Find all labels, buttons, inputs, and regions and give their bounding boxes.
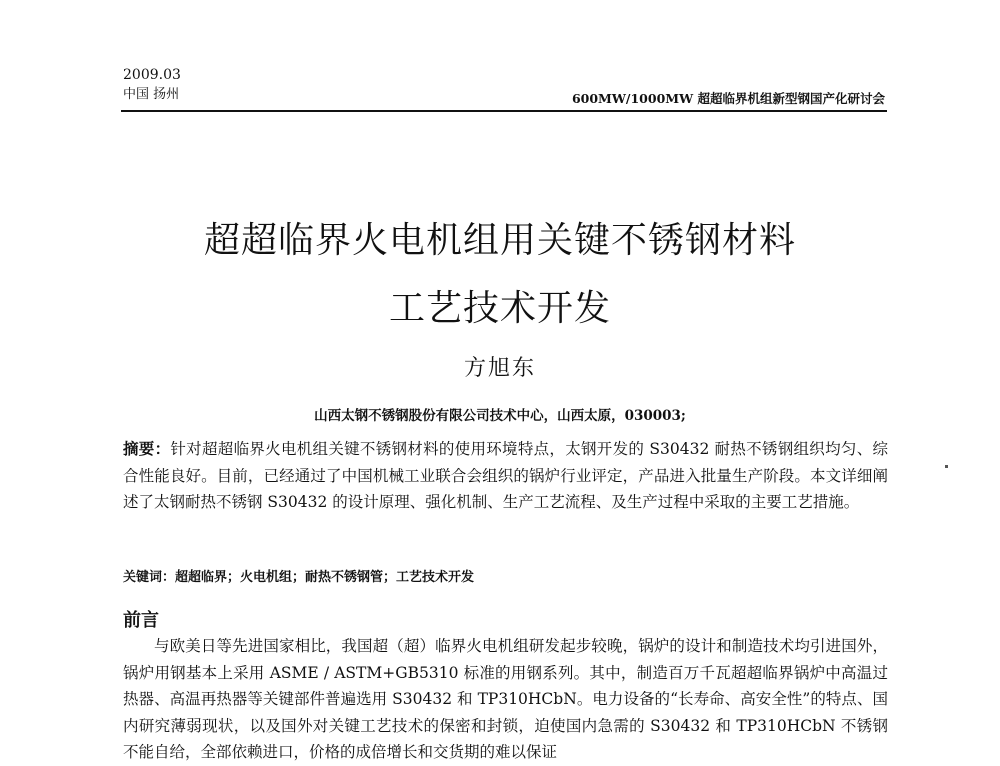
abstract-text: 针对超超临界火电机组关键不锈钢材料的使用环境特点，太钢开发的 S30432 耐热不锈钢组织均匀、综合性能良好。目前，已经通过了中国机械工业联合会组织的锅炉行业评定，产品进入批量生产阶段。本文详细阐述了太钢耐热不锈钢 S30432 的设计原理、强化机制、生产工艺流程、及生产过程中采取的主要工艺措施。	[123, 440, 888, 511]
header-conference: 600MW/1000MW 超超临界机组新型钢国产化研讨会	[571, 91, 885, 106]
title-line-1: 超超临界火电机组用关键不锈钢材料	[203, 220, 796, 261]
keywords-text: 超超临界；火电机组；耐热不锈钢管；工艺技术开发	[175, 570, 475, 585]
header-date: 2009.03	[123, 67, 181, 83]
header-location: 中国 扬州	[123, 87, 180, 102]
abstract-label: 摘要：	[123, 439, 171, 458]
title-line-2: 工艺技术开发	[388, 288, 611, 329]
scan-speck	[945, 465, 948, 468]
keywords-label: 关键词：	[123, 570, 176, 585]
abstract	[123, 436, 888, 516]
section-heading: 前言	[123, 610, 159, 631]
intro-paragraph: 与欧美日等先进国家相比，我国超（超）临界火电机组研发起步较晚，锅炉的设计和制造技术均引进国外，锅炉用钢基本上采用 ASME / ASTM+GB5310 标准的用钢系列。其中，制造百万千瓦超超临界锅炉中高温过热器、高温再热器等关键部件普遍选用 S30432 和 TP310HCbN。电力设备的“长寿命、高安全性”的特点、国内研究薄弱现状，以及国外对关键工艺技术的保密和封锁，迫使国内急需的 S30432 和 TP310HCbN 不锈钢不能自给，全部依赖进口，价格的成倍增长和交货期的难以保证	[123, 637, 888, 761]
header-left	[123, 66, 181, 104]
keywords	[123, 566, 474, 585]
header-rule	[121, 110, 887, 112]
affiliation: 山西太钢不锈钢股份有限公司技术中心，山西太原，030003;	[314, 408, 686, 424]
author: 方旭东	[463, 356, 536, 381]
